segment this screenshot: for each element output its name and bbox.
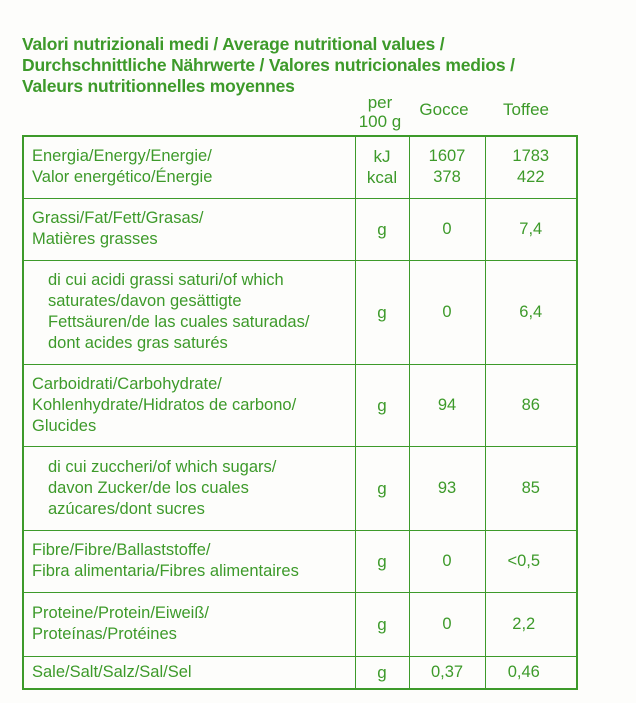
table-row	[23, 446, 577, 530]
toffee-value-line: 1783	[512, 147, 550, 166]
toffee-value	[485, 530, 577, 592]
unit-cell-line: g	[377, 395, 387, 415]
nutrient-label	[23, 136, 355, 198]
unit-cell-line: g	[377, 662, 387, 682]
table-row	[23, 530, 577, 592]
toffee-value-line: 422	[516, 168, 545, 187]
nutrient-label	[23, 364, 355, 446]
gocce-value-line: 1607	[428, 147, 466, 166]
table-row	[23, 136, 577, 198]
nutrient-label	[23, 530, 355, 592]
gocce-value	[409, 198, 485, 260]
gocce-value-line: 93	[437, 478, 457, 497]
header-per-line2: 100 g	[358, 112, 402, 131]
table-row	[23, 198, 577, 260]
toffee-value-line: 7,4	[519, 219, 543, 238]
nutrient-label-line: azúcares/dont sucres	[48, 499, 205, 518]
nutrient-label-line: Carboidrati/Carbohydrate/	[32, 374, 222, 393]
toffee-value-line: 85	[521, 478, 540, 497]
nutrient-label-line: Sale/Salt/Salz/Sal/Sel	[32, 662, 192, 681]
nutrient-label	[23, 260, 355, 364]
nutrient-label-line: di cui zuccheri/of which sugars/	[48, 457, 277, 476]
toffee-value	[485, 260, 577, 364]
nutrition-table	[22, 135, 578, 690]
toffee-value-line: <0,5	[507, 551, 541, 570]
toffee-value	[485, 136, 577, 198]
nutrient-label-line: Fettsäuren/de las cuales saturadas/	[48, 313, 310, 331]
toffee-value-line: 86	[521, 395, 540, 414]
gocce-value-line: 0	[442, 219, 452, 238]
gocce-value-line: 0,37	[430, 662, 464, 681]
gocce-value	[409, 446, 485, 530]
gocce-value	[409, 530, 485, 592]
gocce-value-line: 94	[437, 395, 457, 414]
nutrient-label-line: saturates/davon gesättigte	[48, 292, 242, 310]
nutrient-label	[23, 198, 355, 260]
header-per-line1: per	[367, 93, 393, 112]
nutrient-label-line: Kohlenhydrate/Hidratos de carbono/	[32, 395, 297, 414]
table-row	[23, 592, 577, 656]
gocce-value	[409, 136, 485, 198]
gocce-value	[409, 260, 485, 364]
table-row	[23, 656, 577, 689]
gocce-value-line: 0	[442, 551, 452, 570]
nutrient-label-line: Proteínas/Protéines	[32, 625, 177, 643]
nutrient-label-line: davon Zucker/de los cuales	[48, 478, 249, 497]
toffee-value-line: 0,46	[507, 662, 540, 681]
unit-cell-line: g	[377, 219, 387, 239]
nutrient-label-line: Fibre/Fibre/Ballaststoffe/	[32, 541, 211, 559]
gocce-value-line: 0	[442, 302, 452, 321]
toffee-value	[485, 364, 577, 446]
unit-cell-line: g	[377, 614, 387, 634]
unit-cell	[355, 592, 409, 656]
toffee-value	[485, 446, 577, 530]
header-gocce: Gocce	[419, 100, 469, 119]
gocce-value	[409, 592, 485, 656]
nutrient-label-line: Valor energético/Énergie	[32, 168, 213, 187]
nutrient-label-line: Fibra alimentaria/Fibres alimentaires	[32, 562, 299, 580]
nutrient-label-line: Grassi/Fat/Fett/Grasas/	[32, 209, 204, 227]
nutrient-label-line: Matières grasses	[32, 230, 158, 248]
unit-cell-line: kcal	[366, 168, 398, 188]
gocce-value-line: 378	[433, 168, 461, 187]
unit-cell	[355, 136, 409, 198]
unit-cell-line: g	[377, 302, 387, 322]
toffee-value	[485, 592, 577, 656]
nutrient-label	[23, 592, 355, 656]
title-line-1: Valori nutrizionali medi / Average nutritional values /	[22, 34, 445, 54]
header-toffee: Toffee	[502, 100, 549, 119]
unit-cell-line: kJ	[373, 147, 391, 167]
nutrition-title	[22, 34, 622, 97]
title-line-3: Valeurs nutritionnelles moyennes	[22, 76, 295, 96]
title-line-2: Durchschnittliche Nährwerte / Valores nutricionales medios /	[22, 55, 515, 75]
header-per-100g	[352, 93, 408, 131]
gocce-value	[409, 364, 485, 446]
toffee-value	[485, 656, 577, 689]
toffee-value-line: 2,2	[512, 614, 536, 633]
unit-cell	[355, 446, 409, 530]
unit-cell	[355, 364, 409, 446]
unit-cell-line: g	[377, 478, 387, 498]
toffee-value	[485, 198, 577, 260]
nutrient-label-line: Glucides	[32, 416, 97, 435]
gocce-value-line: 0	[442, 614, 452, 633]
unit-cell	[355, 530, 409, 592]
nutrient-label	[23, 656, 355, 689]
toffee-value-line: 6,4	[519, 302, 543, 321]
nutrient-label-line: Energia/Energy/Energie/	[32, 147, 212, 166]
table-row	[23, 260, 577, 364]
nutrient-label-line: dont acides gras saturés	[48, 334, 228, 352]
unit-cell	[355, 198, 409, 260]
nutrient-label-line: di cui acidi grassi saturi/of which	[48, 271, 284, 289]
unit-cell	[355, 260, 409, 364]
unit-cell	[355, 656, 409, 689]
nutrient-label	[23, 446, 355, 530]
gocce-value	[409, 656, 485, 689]
nutrient-label-line: Proteine/Protein/Eiweiß/	[32, 604, 209, 622]
table-row	[23, 364, 577, 446]
unit-cell-line: g	[377, 551, 387, 571]
